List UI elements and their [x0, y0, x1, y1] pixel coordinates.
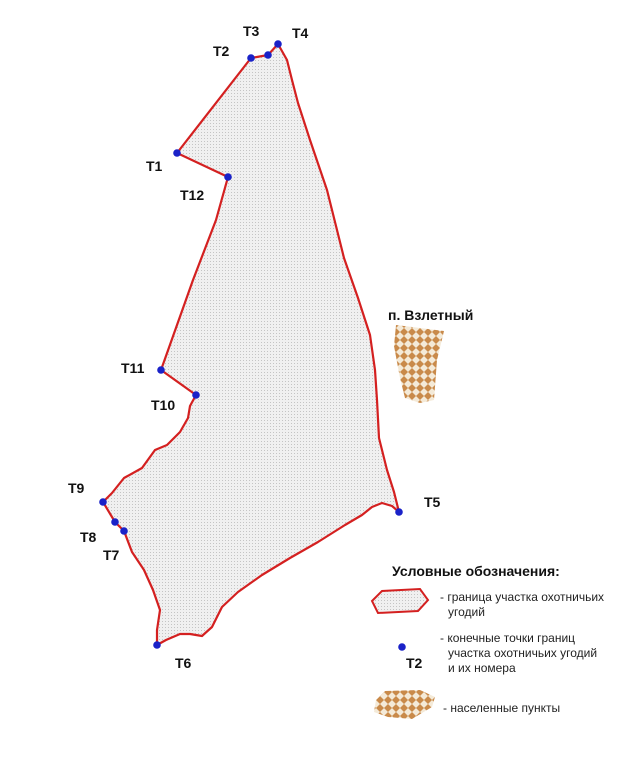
point-t12-label: Т12: [180, 187, 205, 203]
point-t4-label: Т4: [292, 25, 309, 41]
point-t2-label: Т2: [213, 43, 230, 59]
point-t6-label: Т6: [175, 655, 192, 671]
point-t11-marker: [157, 366, 165, 374]
legend-points-text-2: участка охотничьих угодий: [448, 646, 598, 660]
legend-points-text-3: и их номера: [448, 661, 516, 675]
legend-points-text-1: - конечные точки границ: [440, 631, 576, 645]
legend-boundary-swatch: [372, 589, 428, 613]
settlement-vzletny-area: [394, 325, 444, 403]
settlement-vzletny-label: п. Взлетный: [388, 307, 474, 323]
point-t9-label: Т9: [68, 480, 85, 496]
legend-settlements-text: - населенные пункты: [443, 701, 561, 715]
point-t10-marker: [192, 391, 200, 399]
point-t7-label: Т7: [103, 547, 120, 563]
hunting-area-boundary: [103, 44, 399, 645]
legend-title: Условные обозначения:: [392, 563, 560, 579]
legend-boundary-text-1: - граница участка охотничьих: [440, 590, 605, 604]
point-t1-marker: [173, 149, 181, 157]
point-t1-label: Т1: [146, 158, 163, 174]
point-t11-label: Т11: [121, 360, 145, 376]
point-t3-marker: [264, 51, 272, 59]
point-t8-marker: [111, 518, 119, 526]
point-t6-marker: [153, 641, 161, 649]
legend-point-swatch: [398, 643, 406, 651]
point-t7-marker: [120, 527, 128, 535]
point-t2-marker: [247, 54, 255, 62]
point-t4-marker: [274, 40, 282, 48]
legend-point-sample-label: Т2: [406, 655, 423, 671]
legend-boundary-text-2: угодий: [448, 605, 485, 619]
point-t5-label: Т5: [424, 494, 441, 510]
map-legend: [372, 563, 604, 719]
legend-settlement-swatch: [374, 690, 435, 719]
point-t8-label: Т8: [80, 529, 97, 545]
point-t10-label: Т10: [151, 397, 176, 413]
point-t9-marker: [99, 498, 107, 506]
point-t5-marker: [395, 508, 403, 516]
point-t3-label: Т3: [243, 23, 260, 39]
point-t12-marker: [224, 173, 232, 181]
